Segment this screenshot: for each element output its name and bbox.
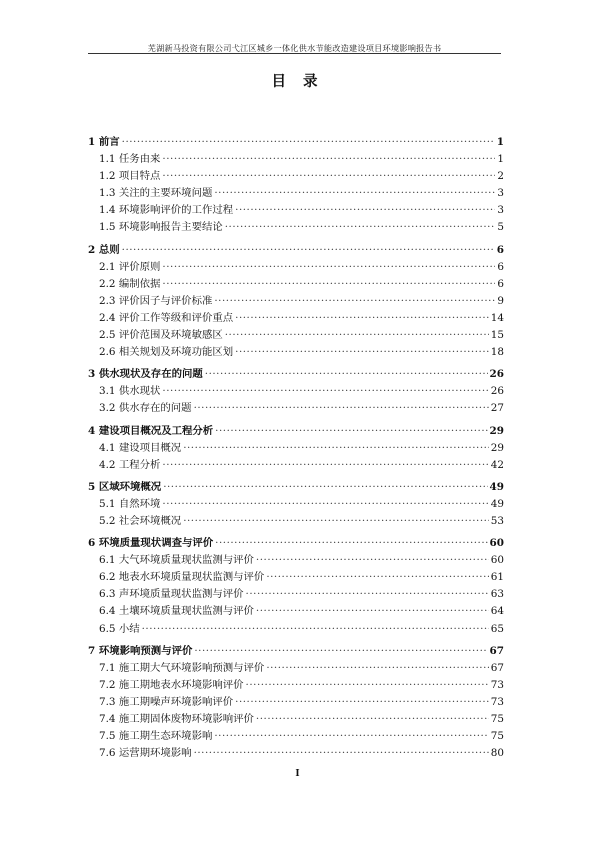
toc-dot-leader: [162, 259, 495, 276]
toc-dot-leader: [122, 134, 495, 151]
toc-entry-title: 编制依据: [118, 277, 161, 290]
toc-entry-page: 75: [490, 713, 504, 725]
toc-section-entry[interactable]: [88, 496, 504, 513]
toc-title: 目 录: [271, 73, 324, 90]
toc-entry-page: 26: [489, 368, 504, 381]
toc-entry-label: [99, 440, 181, 457]
toc-entry-page: 6: [496, 243, 504, 256]
toc-section-entry[interactable]: [88, 711, 504, 728]
toc-entry-number: 7.6: [99, 747, 116, 760]
toc-entry-label: [88, 423, 213, 440]
toc-entry-title: 施工期固体废物环境影响评价: [118, 713, 254, 725]
toc-entry-number: 6: [88, 537, 96, 550]
toc-entry-page: 60: [489, 537, 504, 550]
toc-dot-leader: [214, 728, 488, 745]
toc-entry-label: [88, 366, 203, 383]
toc-section-entry[interactable]: [88, 513, 504, 530]
toc-section-entry[interactable]: [88, 383, 504, 400]
toc-entry-number: 7.5: [99, 730, 116, 743]
toc-entry-title: 声环境质量现状监测与评价: [118, 588, 244, 601]
toc-entry-number: 4.1: [99, 441, 116, 454]
toc-entry-page: 75: [490, 730, 504, 743]
toc-section-entry[interactable]: [88, 745, 504, 762]
toc-section-entry[interactable]: [88, 677, 504, 694]
toc-entry-title: 土壤环境质量现状监测与评价: [118, 605, 254, 618]
toc-dot-leader: [214, 185, 495, 202]
page-number: I: [295, 769, 300, 779]
toc-section-entry[interactable]: [88, 293, 504, 310]
toc-entry-label: [99, 344, 233, 361]
toc-entry-page: 49: [489, 480, 504, 493]
toc-chapter-entry[interactable]: [88, 242, 504, 259]
toc-entry-number: 2.3: [99, 294, 116, 307]
toc-section-entry[interactable]: [88, 660, 504, 677]
toc-entry-label: [88, 242, 120, 259]
toc-dot-leader: [225, 219, 496, 236]
toc-entry-title: 环境影响报告主要结论: [118, 221, 223, 234]
toc-entry-page: 53: [490, 514, 504, 527]
toc-section-entry[interactable]: [88, 728, 504, 745]
toc-entry-page: 63: [490, 588, 504, 601]
toc-entry-number: 5.2: [99, 514, 116, 527]
toc-dot-leader: [163, 479, 487, 496]
toc-dot-leader: [162, 457, 488, 474]
toc-entry-label: [99, 400, 192, 417]
toc-dot-leader: [256, 603, 489, 620]
toc-section-entry[interactable]: [88, 219, 504, 236]
toc-dot-leader: [162, 276, 495, 293]
toc-entry-label: [99, 168, 160, 185]
toc-entry-number: 1: [88, 136, 96, 148]
toc-entry-page: 5: [497, 221, 504, 234]
toc-entry-page: 61: [490, 571, 504, 584]
toc-section-entry[interactable]: [88, 569, 504, 586]
toc-entry-page: 65: [490, 622, 504, 635]
toc-entry-title: 施工期噪声环境影响评价: [118, 695, 234, 708]
toc-entry-label: [99, 694, 233, 711]
toc-entry-number: 5: [88, 480, 96, 493]
toc-entry-page: 6: [497, 277, 504, 290]
toc-entry-title: 建设项目概况及工程分析: [98, 424, 214, 437]
toc-entry-label: [99, 219, 223, 236]
toc-entry-page: 9: [497, 294, 504, 307]
toc-entry-page: 27: [490, 402, 504, 415]
toc-entry-title: 供水现状及存在的问题: [98, 368, 203, 381]
toc-entry-label: [88, 479, 161, 496]
toc-entry-label: [99, 621, 140, 638]
toc-entry-number: 2.1: [99, 260, 116, 273]
toc-entry-title: 运营期环境影响: [118, 747, 192, 760]
toc-entry-page: 15: [490, 329, 504, 342]
toc-entry-number: 2.6: [99, 346, 116, 359]
toc-entry-page: 1: [496, 136, 504, 148]
toc-entry-number: 7.3: [99, 695, 116, 708]
toc-entry-number: 2.4: [99, 311, 116, 324]
toc-entry-number: 3.2: [99, 402, 116, 415]
toc-section-entry[interactable]: [88, 259, 504, 276]
toc-entry-label: [99, 259, 160, 276]
toc-dot-leader: [235, 202, 495, 219]
toc-entry-title: 评价因子与评价标准: [118, 294, 213, 307]
toc-dot-leader: [256, 552, 489, 569]
toc-entry-title: 环境质量现状调查与评价: [98, 537, 214, 550]
toc-entry-page: 73: [490, 678, 504, 691]
toc-entry-page: 3: [497, 187, 504, 200]
toc-chapter-entry[interactable]: [88, 423, 504, 440]
toc-entry-title: 前言: [98, 136, 120, 148]
toc-dot-leader: [225, 327, 489, 344]
toc-section-entry[interactable]: [88, 276, 504, 293]
toc-entry-label: [99, 677, 244, 694]
toc-entry-number: 1.3: [99, 187, 116, 200]
toc-entry-label: [99, 496, 160, 513]
toc-dot-leader: [215, 535, 487, 552]
toc-entry-label: [99, 586, 244, 603]
toc-dot-leader: [183, 513, 489, 530]
toc-entry-number: 5.1: [99, 497, 116, 510]
toc-section-entry[interactable]: [88, 202, 504, 219]
toc-entry-label: [99, 552, 254, 569]
toc-entry-page: 18: [490, 346, 504, 359]
toc-section-entry[interactable]: [88, 168, 504, 185]
toc-dot-leader: [235, 310, 489, 327]
toc-entry-title: 施工期地表水环境影响评价: [118, 678, 244, 691]
toc-dot-leader: [235, 694, 489, 711]
toc-entry-number: 1.1: [99, 153, 116, 166]
toc-dot-leader: [246, 677, 489, 694]
toc-dot-leader: [194, 400, 489, 417]
toc-dot-leader: [215, 423, 487, 440]
toc-chapter-entry[interactable]: [88, 366, 504, 383]
toc-entry-number: 2: [88, 243, 96, 256]
toc-entry-page: 14: [490, 311, 504, 324]
toc-entry-title: 工程分析: [118, 458, 161, 471]
toc-entry-label: [99, 728, 212, 745]
toc-dot-leader: [162, 168, 495, 185]
toc-entry-title: 评价工作等级和评价重点: [118, 311, 234, 324]
toc-dot-leader: [142, 621, 489, 638]
toc-entry-title: 评价原则: [118, 260, 161, 273]
toc-section-entry[interactable]: [88, 185, 504, 202]
toc-dot-leader: [194, 643, 487, 660]
toc-entry-page: 60: [490, 554, 504, 567]
toc-section-entry[interactable]: [88, 457, 504, 474]
toc-entry-page: 64: [490, 605, 504, 618]
toc-entry-label: [99, 310, 233, 327]
toc-dot-leader: [162, 383, 488, 400]
toc-dot-leader: [183, 440, 489, 457]
toc-entry-number: 6.4: [99, 605, 116, 618]
toc-entry-title: 环境影响评价的工作过程: [118, 204, 234, 217]
toc-section-entry[interactable]: [88, 344, 504, 361]
toc-chapter-entry[interactable]: [88, 643, 504, 660]
toc-entry-title: 总则: [98, 243, 120, 256]
toc-entry-label: [99, 383, 160, 400]
toc-entry-number: 4.2: [99, 458, 116, 471]
toc-section-entry[interactable]: [88, 586, 504, 603]
toc-entry-title: 施工期生态环境影响: [118, 730, 213, 743]
toc-dot-leader: [122, 242, 495, 259]
toc-dot-leader: [205, 366, 488, 383]
toc-entry-label: [88, 535, 213, 552]
toc-dot-leader: [246, 586, 489, 603]
toc-entry-page: 80: [490, 747, 504, 760]
toc-section-entry[interactable]: [88, 151, 504, 168]
toc-entry-title: 任务由来: [118, 153, 161, 166]
toc-entry-number: 7.2: [99, 678, 116, 691]
toc-dot-leader: [266, 569, 488, 586]
toc-entry-number: 2.5: [99, 329, 116, 342]
toc-entry-number: 7.4: [99, 713, 116, 725]
running-header: 芜湖新马投资有限公司弋江区城乡一体化供水节能改造建设项目环境影响报告书: [147, 43, 442, 53]
toc-dot-leader: [162, 496, 488, 513]
toc-entry-title: 小结: [118, 622, 140, 635]
toc-entry-number: 1.5: [99, 221, 116, 234]
toc-entry-number: 1.4: [99, 204, 116, 217]
toc-dot-leader: [162, 151, 495, 168]
toc-entry-label: [88, 134, 120, 151]
toc-entry-title: 区域环境概况: [98, 480, 162, 493]
toc-entry-title: 建设项目概况: [118, 441, 182, 454]
toc-entry-label: [99, 185, 212, 202]
toc-entry-page: 29: [490, 441, 504, 454]
toc-entry-label: [99, 660, 264, 677]
toc-entry-title: 社会环境概况: [118, 514, 182, 527]
toc-entry-label: [99, 276, 160, 293]
toc-dot-leader: [266, 660, 488, 677]
toc-section-entry[interactable]: [88, 694, 504, 711]
toc-entry-page: 67: [490, 661, 504, 674]
toc-entry-title: 大气环境质量现状监测与评价: [118, 554, 254, 567]
toc-entry-page: 42: [490, 458, 504, 471]
toc-entry-label: [99, 569, 264, 586]
toc-entry-number: 6.5: [99, 622, 116, 635]
toc-entry-title: 地表水环境质量现状监测与评价: [118, 571, 265, 584]
toc-entry-number: 6.2: [99, 571, 116, 584]
toc-entry-number: 6.3: [99, 588, 116, 601]
toc-entry-title: 供水现状: [118, 385, 161, 398]
toc-entry-title: 施工期大气环境影响预测与评价: [118, 661, 265, 674]
toc-entry-number: 1.2: [99, 170, 116, 183]
toc-entry-title: 自然环境: [118, 497, 161, 510]
toc-chapter-entry[interactable]: [88, 134, 504, 151]
table-of-contents: [88, 134, 504, 762]
toc-entry-page: 1: [497, 153, 504, 166]
toc-entry-page: 3: [497, 204, 504, 217]
toc-section-entry[interactable]: [88, 440, 504, 457]
toc-entry-title: 项目特点: [118, 170, 161, 183]
toc-entry-label: [99, 513, 181, 530]
toc-entry-title: 供水存在的问题: [118, 402, 192, 415]
toc-section-entry[interactable]: [88, 310, 504, 327]
toc-entry-page: 49: [490, 497, 504, 510]
toc-entry-page: 26: [490, 385, 504, 398]
toc-entry-page: 67: [489, 644, 504, 657]
toc-entry-number: 2.2: [99, 277, 116, 290]
toc-dot-leader: [214, 293, 495, 310]
toc-dot-leader: [256, 711, 489, 728]
toc-entry-label: [99, 151, 160, 168]
toc-entry-number: 3: [88, 368, 96, 381]
toc-entry-number: 7: [88, 644, 96, 657]
toc-entry-number: 6.1: [99, 554, 116, 567]
toc-entry-title: 关注的主要环境问题: [118, 187, 213, 200]
toc-entry-title: 环境影响预测与评价: [98, 644, 193, 657]
toc-entry-label: [99, 603, 254, 620]
toc-entry-number: 3.1: [99, 385, 116, 398]
toc-entry-number: 4: [88, 424, 96, 437]
toc-entry-page: 2: [497, 170, 504, 183]
toc-dot-leader: [235, 344, 489, 361]
toc-entry-label: [99, 327, 223, 344]
toc-entry-page: 73: [490, 695, 504, 708]
toc-section-entry[interactable]: [88, 400, 504, 417]
toc-entry-page: 29: [489, 424, 504, 437]
toc-entry-label: [99, 293, 212, 310]
toc-dot-leader: [194, 745, 489, 762]
toc-entry-label: [99, 457, 160, 474]
toc-section-entry[interactable]: [88, 552, 504, 569]
toc-section-entry[interactable]: [88, 327, 504, 344]
toc-entry-label: [99, 711, 254, 728]
toc-chapter-entry[interactable]: [88, 535, 504, 552]
toc-entry-label: [88, 643, 192, 660]
toc-entry-title: 评价范围及环境敏感区: [118, 329, 223, 342]
toc-entry-label: [99, 745, 192, 762]
toc-entry-label: [99, 202, 233, 219]
header-rule: [88, 53, 501, 54]
toc-entry-page: 6: [497, 260, 504, 273]
toc-chapter-entry[interactable]: [88, 479, 504, 496]
toc-entry-title: 相关规划及环境功能区划: [118, 346, 234, 359]
toc-entry-number: 7.1: [99, 661, 116, 674]
toc-section-entry[interactable]: [88, 603, 504, 620]
toc-section-entry[interactable]: [88, 621, 504, 638]
